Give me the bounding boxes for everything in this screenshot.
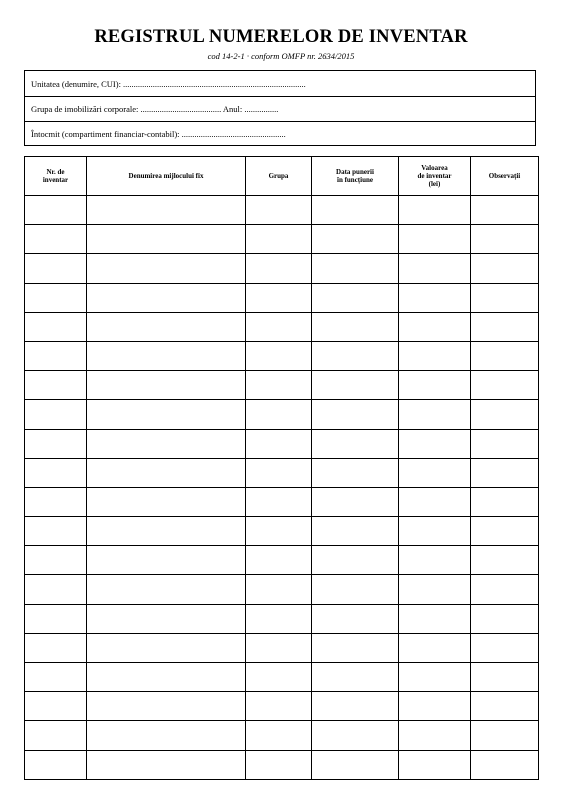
table-cell[interactable]: [399, 750, 471, 779]
table-row: [25, 546, 539, 575]
table-row: [25, 312, 539, 341]
prepared-by-field[interactable]: Întocmit (compartiment financiar-contabil): .................................................: [25, 121, 535, 146]
table-cell[interactable]: [471, 692, 539, 721]
table-cell[interactable]: [25, 546, 87, 575]
table-cell[interactable]: [87, 312, 246, 341]
table-cell[interactable]: [312, 196, 399, 225]
table-cell[interactable]: [246, 225, 312, 254]
col-header-inventory-number: Nr. de inventar: [25, 157, 87, 196]
table-cell[interactable]: [471, 575, 539, 604]
table-cell[interactable]: [87, 633, 246, 662]
table-cell[interactable]: [312, 312, 399, 341]
table-cell[interactable]: [246, 517, 312, 546]
table-cell[interactable]: [471, 604, 539, 633]
table-cell[interactable]: [25, 458, 87, 487]
document-title: REGISTRUL NUMERELOR DE INVENTAR: [94, 27, 468, 47]
table-row: [25, 487, 539, 516]
col-header-asset-name: Denumirea mijlocului fix: [87, 157, 246, 196]
table-cell[interactable]: [399, 458, 471, 487]
table-row: [25, 429, 539, 458]
table-cell[interactable]: [471, 283, 539, 312]
table-cell[interactable]: [87, 196, 246, 225]
table-cell[interactable]: [399, 633, 471, 662]
table-cell[interactable]: [25, 517, 87, 546]
table-cell[interactable]: [471, 225, 539, 254]
table-cell[interactable]: [25, 283, 87, 312]
table-cell[interactable]: [87, 721, 246, 750]
table-cell[interactable]: [87, 371, 246, 400]
table-cell[interactable]: [25, 575, 87, 604]
table-cell[interactable]: [471, 633, 539, 662]
table-cell[interactable]: [246, 663, 312, 692]
table-row: [25, 254, 539, 283]
table-cell[interactable]: [246, 254, 312, 283]
table-row: [25, 458, 539, 487]
table-cell[interactable]: [25, 254, 87, 283]
table-body: [25, 196, 539, 780]
inventory-register-table: [24, 156, 539, 780]
table-cell[interactable]: [25, 604, 87, 633]
table-cell[interactable]: [312, 254, 399, 283]
table-row: [25, 283, 539, 312]
table-cell[interactable]: [87, 546, 246, 575]
table-cell[interactable]: [471, 663, 539, 692]
table-cell[interactable]: [246, 487, 312, 516]
table-cell[interactable]: [25, 225, 87, 254]
table-cell[interactable]: [87, 604, 246, 633]
table-cell[interactable]: [246, 312, 312, 341]
table-cell[interactable]: [399, 283, 471, 312]
table-row: [25, 750, 539, 779]
table-cell[interactable]: [471, 487, 539, 516]
table-cell[interactable]: [399, 575, 471, 604]
table-cell[interactable]: [25, 196, 87, 225]
table-cell[interactable]: [399, 517, 471, 546]
table-cell[interactable]: [25, 371, 87, 400]
table-row: [25, 225, 539, 254]
table-row: [25, 604, 539, 633]
table-cell[interactable]: [87, 575, 246, 604]
table-cell[interactable]: [471, 341, 539, 370]
table-cell[interactable]: [399, 312, 471, 341]
table-cell[interactable]: [399, 196, 471, 225]
table-cell[interactable]: [87, 663, 246, 692]
table-cell[interactable]: [246, 750, 312, 779]
table-cell[interactable]: [25, 721, 87, 750]
table-cell[interactable]: [246, 575, 312, 604]
table-cell[interactable]: [312, 487, 399, 516]
table-cell[interactable]: [312, 721, 399, 750]
table-cell[interactable]: [87, 225, 246, 254]
table-cell[interactable]: [312, 517, 399, 546]
table-cell[interactable]: [471, 196, 539, 225]
table-cell[interactable]: [471, 400, 539, 429]
table-cell[interactable]: [312, 604, 399, 633]
table-cell[interactable]: [246, 341, 312, 370]
table-cell[interactable]: [25, 400, 87, 429]
table-cell[interactable]: [312, 283, 399, 312]
table-cell[interactable]: [87, 254, 246, 283]
table-cell[interactable]: [312, 633, 399, 662]
col-header-remarks: Observații: [471, 157, 539, 196]
table-cell[interactable]: [87, 283, 246, 312]
table-cell[interactable]: [312, 400, 399, 429]
table-cell[interactable]: [399, 604, 471, 633]
table-cell[interactable]: [246, 721, 312, 750]
table-row: [25, 341, 539, 370]
table-cell[interactable]: [471, 750, 539, 779]
asset-group-year-field[interactable]: Grupa de imobilizări corporale: ...................................... Anul: ................: [25, 96, 535, 121]
table-cell[interactable]: [246, 400, 312, 429]
table-cell[interactable]: [312, 546, 399, 575]
table-cell[interactable]: [399, 371, 471, 400]
table-cell[interactable]: [471, 458, 539, 487]
table-cell[interactable]: [87, 750, 246, 779]
table-header-row: [25, 157, 539, 196]
table-cell[interactable]: [312, 458, 399, 487]
table-cell[interactable]: [246, 283, 312, 312]
table-cell[interactable]: [312, 225, 399, 254]
table-cell[interactable]: [87, 458, 246, 487]
table-cell[interactable]: [25, 341, 87, 370]
table-cell[interactable]: [87, 517, 246, 546]
table-cell[interactable]: [246, 429, 312, 458]
table-row: [25, 663, 539, 692]
table-cell[interactable]: [471, 371, 539, 400]
col-header-inventory-value: Valoarea de inventar (lei): [399, 157, 471, 196]
table-row: [25, 575, 539, 604]
unit-field[interactable]: Unitatea (denumire, CUI): ......................................................................................: [31, 78, 306, 89]
table-cell[interactable]: [471, 254, 539, 283]
table-cell[interactable]: [312, 341, 399, 370]
table-cell[interactable]: [312, 575, 399, 604]
table-cell[interactable]: [87, 400, 246, 429]
table-cell[interactable]: [399, 225, 471, 254]
table-cell[interactable]: [471, 546, 539, 575]
table-cell[interactable]: [471, 721, 539, 750]
table-cell[interactable]: [25, 487, 87, 516]
table-cell[interactable]: [87, 429, 246, 458]
table-cell[interactable]: [312, 692, 399, 721]
table-row: [25, 517, 539, 546]
table-cell[interactable]: [25, 633, 87, 662]
table-cell[interactable]: [471, 312, 539, 341]
table-cell[interactable]: [399, 254, 471, 283]
table-cell[interactable]: [399, 341, 471, 370]
table-cell[interactable]: [246, 633, 312, 662]
table-cell[interactable]: [312, 750, 399, 779]
table-cell[interactable]: [471, 429, 539, 458]
col-header-group: Grupa: [246, 157, 312, 196]
table-cell[interactable]: [87, 692, 246, 721]
table-row: [25, 400, 539, 429]
table-cell[interactable]: [25, 663, 87, 692]
table-row: [25, 633, 539, 662]
header-info-box: [24, 70, 536, 146]
table-cell[interactable]: [312, 429, 399, 458]
table-cell[interactable]: [25, 312, 87, 341]
table-cell[interactable]: [399, 487, 471, 516]
table-cell[interactable]: [25, 429, 87, 458]
table-cell[interactable]: [87, 487, 246, 516]
table-cell[interactable]: [312, 663, 399, 692]
col-header-commissioning-date: Data punerii în funcțiune: [312, 157, 399, 196]
table-cell[interactable]: [399, 546, 471, 575]
table-cell[interactable]: [246, 692, 312, 721]
table-cell[interactable]: [246, 604, 312, 633]
table-row: [25, 196, 539, 225]
table-cell[interactable]: [399, 721, 471, 750]
table-cell[interactable]: [399, 429, 471, 458]
table-cell[interactable]: [399, 400, 471, 429]
table-cell[interactable]: [246, 458, 312, 487]
table-cell[interactable]: [246, 371, 312, 400]
table-cell[interactable]: [246, 546, 312, 575]
table-cell[interactable]: [312, 371, 399, 400]
table-cell[interactable]: [399, 692, 471, 721]
table-cell[interactable]: [87, 341, 246, 370]
document-subtitle: cod 14-2-1 · conform OMFP nr. 2634/2015: [207, 51, 355, 61]
table-row: [25, 371, 539, 400]
table-cell[interactable]: [471, 517, 539, 546]
table-row: [25, 692, 539, 721]
table-row: [25, 721, 539, 750]
table-cell[interactable]: [246, 196, 312, 225]
table-cell[interactable]: [399, 663, 471, 692]
table-cell[interactable]: [25, 692, 87, 721]
table-cell[interactable]: [25, 750, 87, 779]
